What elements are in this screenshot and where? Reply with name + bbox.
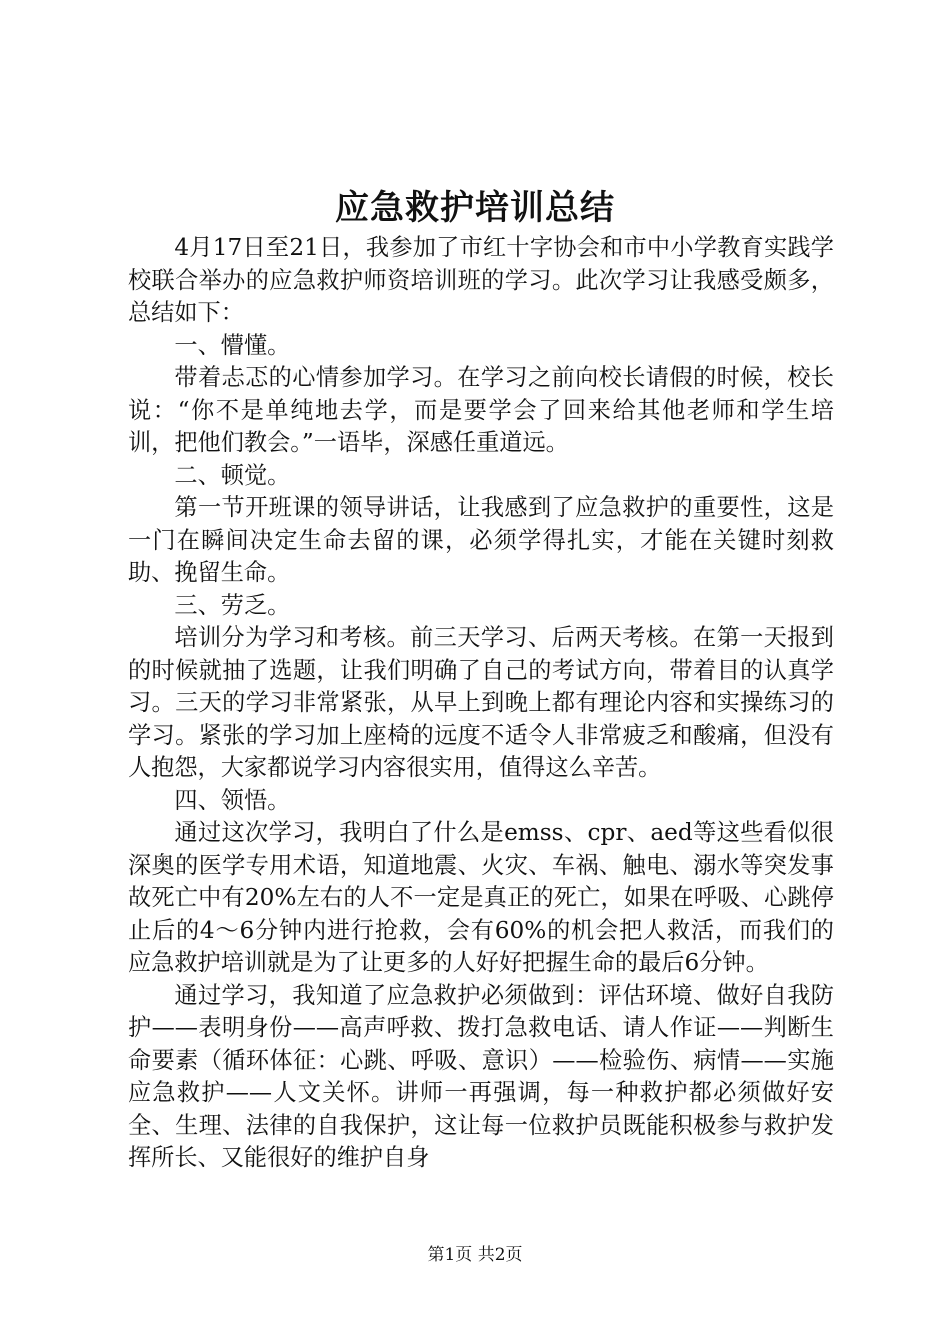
document-body [128,232,834,1175]
section-heading-2: 二、顿觉。 [174,461,291,489]
document-title: 应急救护培训总结 [335,188,615,228]
paragraph-section-2: 第一节开班课的领导讲话，让我感到了应急救护的重要性，这是一门在瞬间决定生命去留的课，必须学得扎实，才能在关键时刻救助、挽留生命。 [128,494,834,586]
paragraph-section-1: 带着忐忑的心情参加学习。在学习之前向校长请假的时候，校长说：“你不是单纯地去学，而是要学会了回来给其他老师和学生培训，把他们教会。”一语毕，深感任重道远。 [128,364,834,456]
page-footer: 第1页 共2页 [427,1245,523,1265]
paragraph-intro: 4月17日至21日，我参加了市红十字协会和市中小学教育实践学校联合举办的应急救护师资培训班的学习。此次学习让我感受颇多，总结如下： [128,234,834,326]
section-heading-1: 一、懵懂。 [174,331,291,359]
paragraph-section-3: 培训分为学习和考核。前三天学习、后两天考核。在第一天报到的时候就抽了选题，让我们明确了自己的考试方向，带着目的认真学习。三天的学习非常紧张，从早上到晚上都有理论内容和实操练习的学习。紧张的学习加上座椅的远度不适令人非常疲乏和酸痛，但没有人抱怨，大家都说学习内容很实用，值得这么辛苦。 [128,624,834,781]
paragraph-section-4a: 通过这次学习，我明白了什么是emss、cpr、aed等这些看似很深奥的医学专用术语，知道地震、火灾、车祸、触电、溺水等突发事故死亡中有20%左右的人不一定是真正的死亡，如果在呼吸、心跳停止后的4～6分钟内进行抢救，会有60%的机会把人救活，而我们的应急救护培训就是为了让更多的人好好把握生命的最后6分钟。 [128,819,834,976]
paragraph-section-4b: 通过学习，我知道了应急救护必须做到：评估环境、做好自我防护——表明身份——高声呼救、拨打急救电话、请人作证——判断生命要素（循环体征：心跳、呼吸、意识）——检验伤、病情——实施应急救护——人文关怀。讲师一再强调，每一种救护都必须做好安全、生理、法律的自我保护，这让每一位救护员既能积极参与救护发挥所长、又能很好的维护自身 [128,981,834,1171]
section-heading-3: 三、劳乏。 [174,591,291,619]
section-heading-4: 四、领悟。 [174,786,291,814]
